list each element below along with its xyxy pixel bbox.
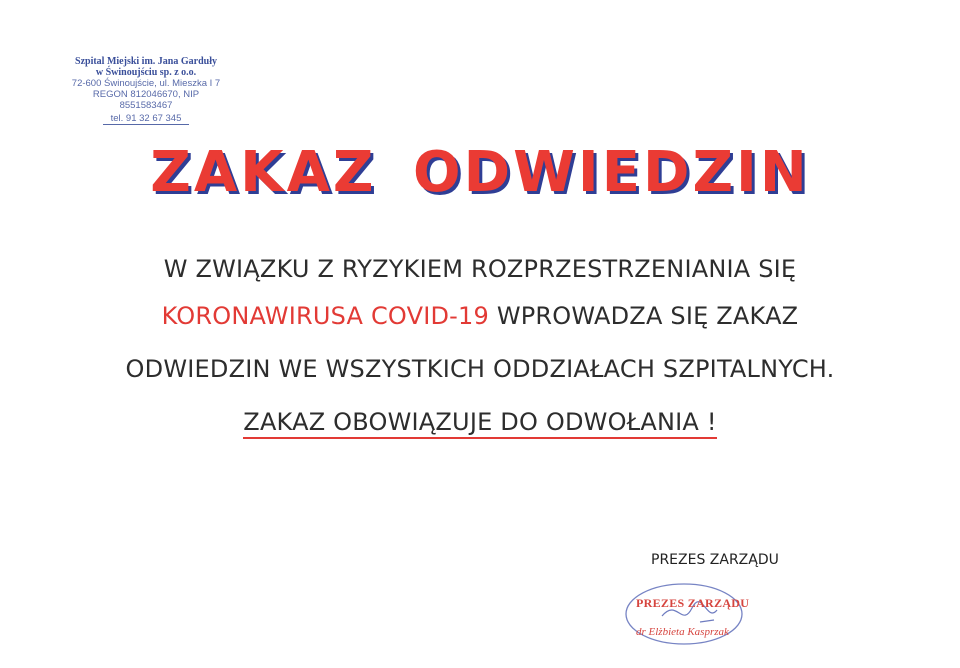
signature-stamp-name: dr Elżbieta Kasprzak	[636, 626, 729, 638]
page-title: ZAKAZ ODWIEDZIN	[150, 140, 810, 205]
notice-line-2	[0, 302, 960, 330]
notice-line-2-rest: WPROWADZA SIĘ ZAKAZ	[488, 302, 799, 330]
stamp-line-company: w Świnoujściu sp. z o.o.	[95, 67, 197, 78]
stamp-line-address: 72-600 Świnoujście, ul. Mieszka I 7	[71, 78, 221, 89]
stamp-line-name: Szpital Miejski im. Jana Garduły	[75, 56, 217, 67]
notice-line-1: W ZWIĄZKU Z RYZYKIEM ROZPRZESTRZENIANIA SIĘ	[163, 255, 797, 283]
signature-stamp-title: PREZES ZARZĄDU	[636, 596, 750, 610]
notice-line-4	[0, 408, 960, 436]
signature-stamp	[622, 578, 772, 648]
stamp-line-regon: REGON 812046670, NIP 8551583467	[92, 89, 200, 111]
covid-highlight: KORONAWIRUSA COVID-19	[161, 302, 489, 330]
notice-line-3: ODWIEDZIN WE WSZYSTKICH ODDZIAŁACH SZPITALNYCH.	[125, 355, 835, 383]
until-revoked-notice: ZAKAZ OBOWIĄZUJE DO ODWOŁANIA !	[243, 408, 716, 439]
hospital-stamp	[66, 56, 226, 125]
signer-title: PREZES ZARZĄDU	[651, 552, 779, 568]
stamp-line-phone: tel. 91 32 67 345	[103, 113, 190, 125]
